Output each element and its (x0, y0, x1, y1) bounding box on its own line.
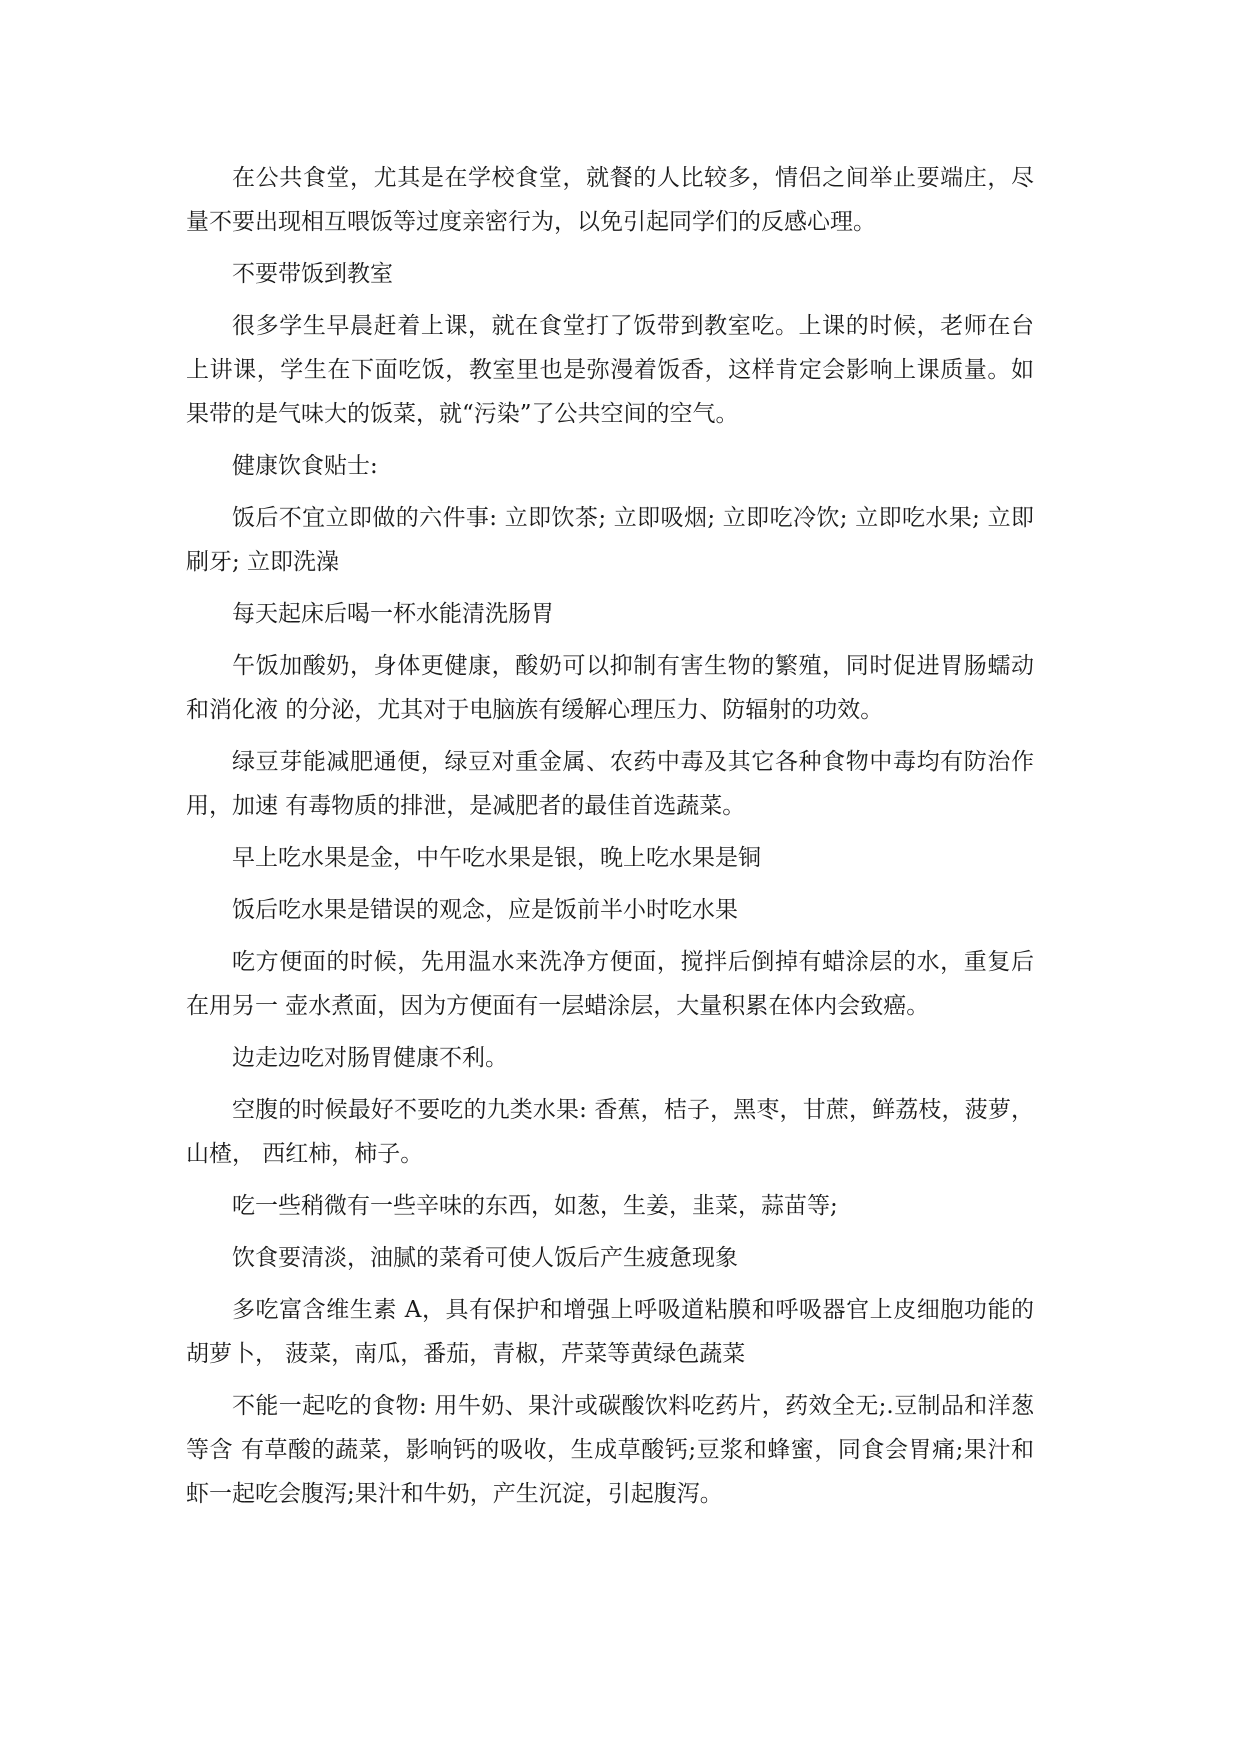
paragraph-walking-eating: 边走边吃对肠胃健康不利。 (232, 1045, 508, 1071)
paragraph-morning-water: 每天起床后喝一杯水能清洗肠胃 (232, 601, 554, 627)
paragraph-mung-bean-sprouts: 绿豆芽能减肥通便，绿豆对重金属、农药中毒及其它各种食物中毒均有防治作用，加速 有毒物质的排泄，是减肥者的最佳首选蔬菜。 (186, 749, 1034, 819)
paragraph-empty-stomach-fruits: 空腹的时候最好不要吃的九类水果: 香蕉，桔子，黑枣，甘蔗，鲜荔枝，菠萝，山楂， 西红柿，柿子。 (186, 1097, 1034, 1167)
paragraph-after-meal-six-things: 饭后不宜立即做的六件事: 立即饮茶; 立即吸烟; 立即吃冷饮; 立即吃水果; 立即刷牙; 立即洗澡 (186, 505, 1034, 575)
paragraph-spicy-foods: 吃一些稍微有一些辛味的东西，如葱，生姜，韭菜，蒜苗等; (232, 1193, 838, 1219)
paragraph-fruit-timing: 早上吃水果是金，中午吃水果是银，晚上吃水果是铜 (232, 845, 761, 871)
paragraph-instant-noodles: 吃方便面的时候，先用温水来洗净方便面，搅拌后倒掉有蜡涂层的水，重复后在用另一 壶水煮面，因为方便面有一层蜡涂层，大量积累在体内会致癌。 (186, 949, 1034, 1019)
paragraph-incompatible-foods: 不能一起吃的食物: 用牛奶、果汁或碳酸饮料吃药片，药效全无;.豆制品和洋葱等含 有草酸的蔬菜，影响钙的吸收，生成草酸钙;豆浆和蜂蜜，同食会胃痛;果汁和虾一起吃会腹泻;果汁和牛奶，产生沉淀，引起腹泻。 (186, 1393, 1034, 1507)
paragraph-vitamin-a: 多吃富含维生素 A，具有保护和增强上呼吸道粘膜和呼吸器官上皮细胞功能的胡萝卜， 菠菜，南瓜，番茄，青椒，芹菜等黄绿色蔬菜 (186, 1297, 1034, 1367)
paragraph-yogurt: 午饭加酸奶，身体更健康，酸奶可以抑制有害生物的繁殖，同时促进胃肠蠕动和消化液 的分泌，尤其对于电脑族有缓解心理压力、防辐射的功效。 (186, 653, 1034, 723)
section-heading-no-food-in-classroom: 不要带饭到教室 (232, 261, 393, 287)
paragraph-canteen-etiquette: 在公共食堂，尤其是在学校食堂，就餐的人比较多，情侣之间举止要端庄，尽量不要出现相互喂饭等过度亲密行为，以免引起同学们的反感心理。 (186, 165, 1034, 235)
paragraph-light-diet: 饮食要清淡，油腻的菜肴可使人饭后产生疲惫现象 (232, 1245, 738, 1271)
paragraph-fruit-before-meal: 饭后吃水果是错误的观念，应是饭前半小时吃水果 (232, 897, 738, 923)
document-page (186, 156, 1034, 1524)
paragraph-classroom-eating: 很多学生早晨赶着上课，就在食堂打了饭带到教室吃。上课的时候，老师在台上讲课，学生在下面吃饭，教室里也是弥漫着饭香，这样肯定会影响上课质量。如果带的是气味大的饭菜，就“污染”了公共空间的空气。 (186, 313, 1034, 427)
section-heading-diet-tips: 健康饮食贴士: (232, 453, 378, 479)
